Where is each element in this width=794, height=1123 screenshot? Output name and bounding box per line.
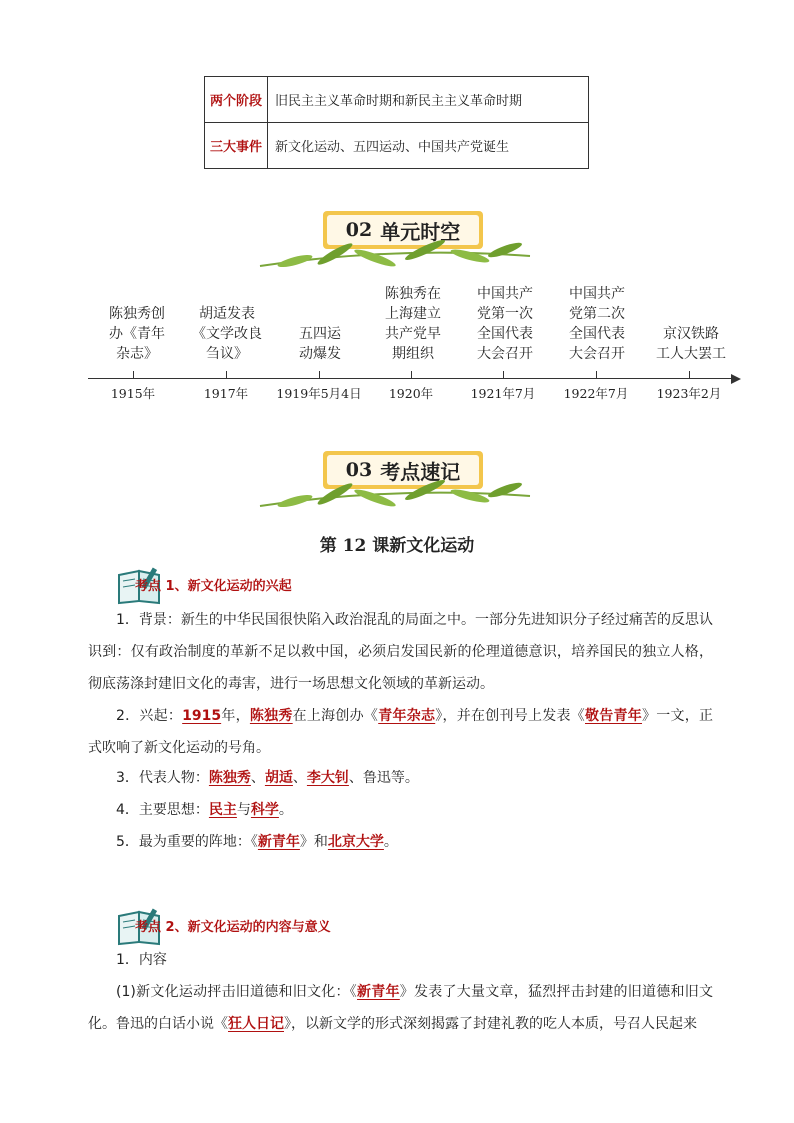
- answer-text: 敬告青年: [585, 708, 643, 724]
- section-number: 03: [345, 459, 373, 481]
- answer-text: 李大钊: [306, 770, 349, 786]
- table-row: [205, 77, 589, 123]
- answer-text: 陈独秀: [208, 770, 251, 786]
- paragraph: (1)新文化运动抨击旧道德和旧文化：《新青年》发表了大量文章，猛烈抨击封建的旧道德和旧文化。鲁迅的白话小说《狂人日记》，以新文学的形式深刻揭露了封建礼教的吃人本质，号召人民起来: [88, 984, 713, 1032]
- answer-text: 陈独秀: [249, 708, 293, 724]
- timeline-event: 胡适发表 《文学改良 刍议》: [192, 306, 262, 362]
- paragraph: 4．主要思想：民主与科学。: [116, 802, 293, 818]
- key-point-title: 考点 2、新文化运动的内容与意义: [135, 920, 331, 935]
- timeline-date: 1915年: [110, 386, 156, 401]
- paragraph: 3．代表人物：陈独秀、胡适、李大钊、鲁迅等。: [116, 770, 419, 786]
- answer-text: 民主: [208, 802, 237, 818]
- row-value: 旧民主主义革命时期和新民主主义革命时期: [268, 77, 589, 123]
- key-point-title: 考点 1、新文化运动的兴起: [135, 579, 292, 594]
- timeline-event: 中国共产 党第一次 全国代表 大会召开: [477, 286, 533, 362]
- timeline-event: 陈独秀创 办《青年 杂志》: [109, 306, 165, 362]
- paragraph: 5．最为重要的阵地：《新青年》和北京大学。: [116, 834, 398, 850]
- answer-text: 1915: [182, 708, 222, 724]
- timeline-date: 1920年: [388, 386, 434, 401]
- paragraph: 1．内容: [116, 952, 167, 968]
- leaf-ornament-icon: [255, 476, 535, 516]
- timeline-event: 京汉铁路 工人大罢工: [656, 326, 726, 362]
- table-row: [205, 123, 589, 169]
- arrow-right-icon: [731, 374, 741, 384]
- answer-text: 科学: [250, 802, 279, 818]
- answer-text: 胡适: [264, 770, 293, 786]
- answer-text: 青年杂志: [378, 708, 436, 724]
- timeline: [0, 280, 794, 410]
- timeline-date: 1922年7月: [563, 386, 629, 401]
- timeline-date: 1921年7月: [470, 386, 536, 401]
- timeline-event: 陈独秀在 上海建立 共产党早 期组织: [385, 286, 441, 362]
- paragraph: 1．背景：新生的中华民国很快陷入政治混乱的局面之中。一部分先进知识分子经过痛苦的反思认识到：仅有政治制度的革新不足以救中国，必须启发国民新的伦理道德意识，培养国民的独立人格，彻底荡涤封建旧文化的毒害，进行一场思想文化领域的革新运动。: [88, 612, 713, 692]
- timeline-date: 1919年5月4日: [276, 386, 362, 401]
- section-banner-02: [255, 208, 535, 278]
- answer-text: 北京大学: [327, 834, 384, 850]
- timeline-event: 五四运 动爆发: [299, 326, 341, 362]
- section-title: 单元时空: [380, 219, 461, 244]
- leaf-ornament-icon: [255, 236, 535, 276]
- timeline-axis: [88, 378, 733, 379]
- row-label: 三大事件: [205, 123, 268, 169]
- row-label: 两个阶段: [205, 77, 268, 123]
- row-value: 新文化运动、五四运动、中国共产党诞生: [268, 123, 589, 169]
- summary-table: [204, 76, 589, 169]
- timeline-date: 1923年2月: [656, 386, 722, 401]
- lesson-title: 第 12 课新文化运动: [319, 536, 475, 556]
- paragraph: 2．兴起：1915年，陈独秀在上海创办《青年杂志》，并在创刊号上发表《敬告青年》一文，正式吹响了新文化运动的号角。: [88, 708, 714, 756]
- answer-text: 新青年: [257, 834, 300, 850]
- section-number: 02: [345, 219, 373, 241]
- timeline-date: 1917年: [203, 386, 249, 401]
- answer-text: 新青年: [357, 984, 400, 1000]
- timeline-event: 中国共产 党第二次 全国代表 大会召开: [569, 286, 625, 362]
- answer-text: 狂人日记: [228, 1016, 284, 1032]
- section-title: 考点速记: [380, 459, 461, 484]
- section-banner-03: [255, 448, 535, 518]
